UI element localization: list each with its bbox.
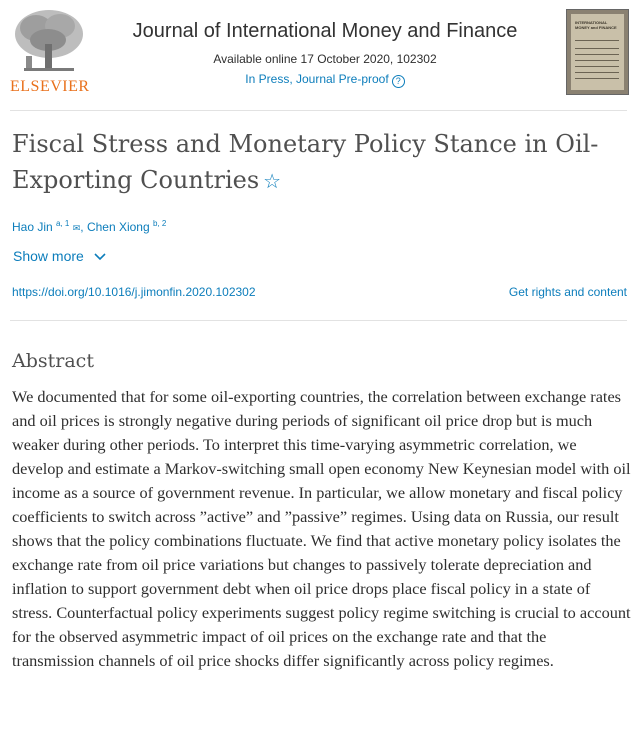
cover-line (575, 60, 619, 61)
abstract-heading: Abstract (12, 350, 94, 372)
cover-line (575, 40, 619, 41)
help-icon[interactable]: ? (392, 75, 405, 88)
show-more-button[interactable] (13, 248, 106, 264)
cover-line (575, 72, 619, 73)
rights-link[interactable]: Get rights and content (508, 285, 627, 299)
show-more-label: Show more (13, 248, 84, 264)
cover-line (575, 66, 619, 67)
cover-line (575, 78, 619, 79)
author-separator: , (80, 220, 87, 234)
availability-text: Available online 17 October 2020, 102302 (213, 52, 437, 66)
author-affiliation[interactable]: a, 1 (56, 219, 70, 228)
author-affiliation[interactable]: b, 2 (153, 219, 167, 228)
divider (10, 320, 627, 321)
chevron-down-icon (94, 248, 106, 264)
publisher-logo[interactable] (10, 6, 88, 96)
article-header (0, 0, 639, 100)
publisher-name: ELSEVIER (10, 78, 90, 95)
star-icon[interactable]: ☆ (263, 169, 282, 193)
article-title (12, 126, 622, 199)
article-title-text: Fiscal Stress and Monetary Policy Stance in Oil-Exporting Countries (12, 130, 599, 194)
doi-link[interactable]: https://doi.org/10.1016/j.jimonfin.2020.102302 (12, 285, 256, 299)
author-name[interactable]: Hao Jin (12, 220, 53, 234)
mail-icon[interactable]: ✉ (72, 223, 81, 233)
cover-title: INTERNATIONAL MONEY and FINANCE (575, 20, 617, 30)
cover-line (575, 48, 619, 49)
journal-title[interactable]: Journal of International Money and Finance (132, 20, 518, 42)
status-label: In Press, Journal Pre-proof (245, 72, 389, 86)
author-list (12, 219, 166, 234)
journal-cover[interactable] (566, 9, 629, 95)
divider (10, 110, 627, 111)
cover-line (575, 54, 619, 55)
abstract-text: We documented that for some oil-exporting countries, the correlation between exchange rates and oil prices is strongly negative during periods of significant oil price drop but is much weaker during other periods. To interpret this time-varying asymmetric correlation, we develop and estimate a Markov-switching small open economy New Keynesian model with oil income as a source of government revenue. In particular, we allow monetary and fiscal policy coefficients to switch across ”active” and ”passive” regimes. Using data on Russia, our result shows that the policy combinations fluctuate. We find that active monetary policy isolates the exchange rate from oil price variations but changes to passively tolerate depreciation and inflation to support government debt when oil price drops place fiscal policy in a state of stress. Counterfactual policy experiments suggest policy regime switching is crucial to account for the observed asymmetric impact of oil prices on the exchange rate and that the transmission channels of oil price shocks differ significantly across policy regimes. (12, 387, 631, 670)
author-name[interactable]: Chen Xiong (86, 220, 150, 234)
tree-logo-icon (10, 6, 88, 76)
status-link[interactable] (100, 72, 550, 88)
